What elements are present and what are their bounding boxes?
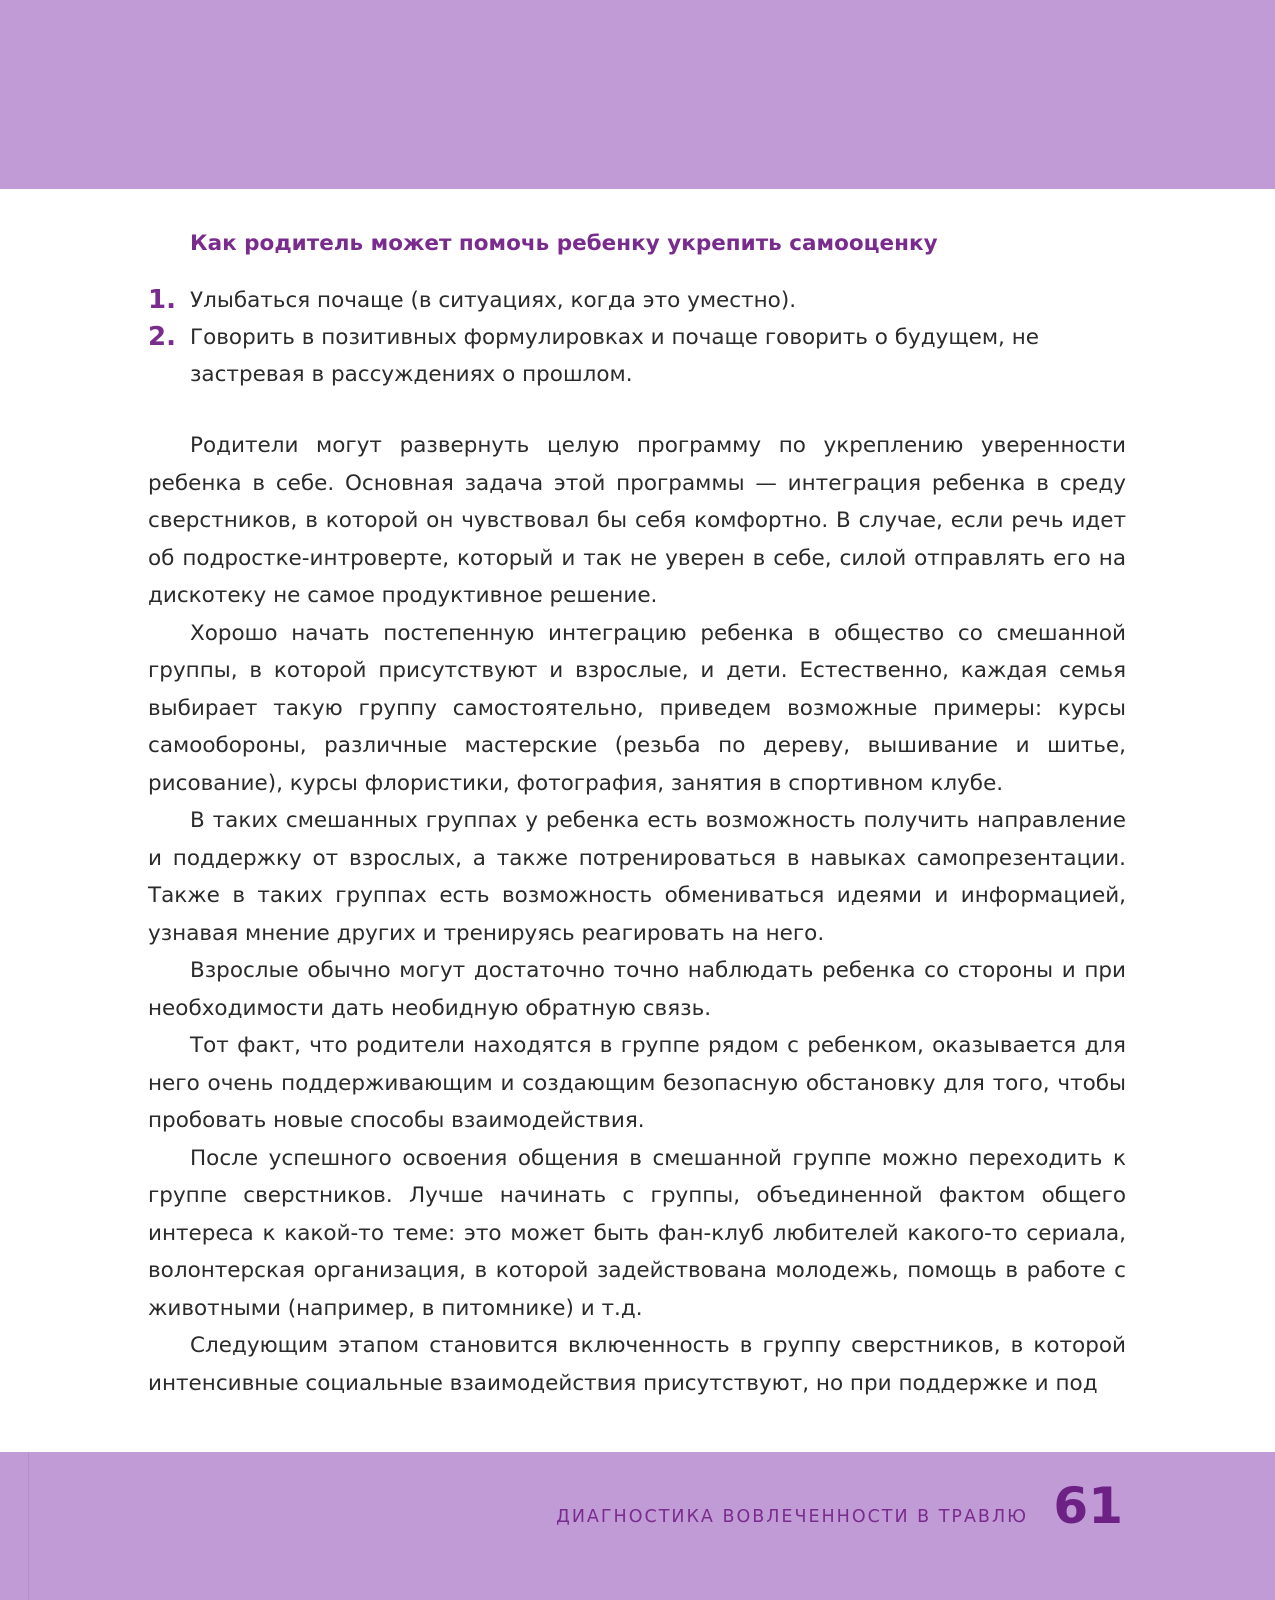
page-content [148, 220, 1126, 1402]
paragraph: После успешного освоения общения в смешанной группе можно переходить к группе сверстников. Лучше начинать с группы, объединенной фактом общего интереса к какой-то теме: это может быть фан-клуб любителей какого-то сериала, волонтерская организация, в которой задействована молодежь, помощь в работе с животными (например, в питомнике) и т.д. [148, 1145, 1126, 1321]
list-item [148, 319, 1126, 393]
paragraph: Тот факт, что родители находятся в группе рядом с ребенком, оказывается для него очень поддерживающим и создающим безопасную обстановку для того, чтобы пробовать новые способы взаимодействия. [148, 1033, 1126, 1133]
section-heading: Как родитель может помочь ребенку укрепить самооценку [190, 231, 938, 256]
running-footer-title: ДИАГНОСТИКА ВОВЛЕЧЕННОСТИ В ТРАВЛЮ [556, 1507, 1028, 1527]
page-number: 61 [1053, 1477, 1123, 1535]
paragraph: Хорошо начать постепенную интеграцию ребенка в общество со смешанной группы, в которой присутствуют и взрослые, и дети. Естественно, каждая семья выбирает такую группу самостоятельно, приведем возможные примеры: курсы самообороны, различные мастерские (резьба по дереву, вышивание и шитье, рисование), курсы флористики, фотография, занятия в спортивном клубе. [148, 620, 1126, 796]
list-item-text: Улыбаться почаще (в ситуациях, когда это уместно). [190, 288, 797, 313]
spine-divider [28, 1452, 29, 1600]
bottom-color-band [0, 1452, 1275, 1600]
list-item-number: 2. [148, 322, 176, 352]
paragraph: Следующим этапом становится включенность в группу сверстников, в которой интенсивные социальные взаимодействия присутствуют, но при поддержке и под [148, 1333, 1126, 1396]
top-color-band [0, 0, 1275, 189]
list-item-number: 1. [148, 285, 176, 315]
paragraph: Взрослые обычно могут достаточно точно наблюдать ребенка со стороны и при необходимости дать необидную обратную связь. [148, 958, 1126, 1021]
numbered-list [148, 282, 1126, 393]
list-item [148, 282, 1126, 319]
paragraph: В таких смешанных группах у ребенка есть возможность получить направление и поддержку от взрослых, а также потренироваться в навыках самопрезентации. Также в таких группах есть возможность обмениваться идеями и информацией, узнавая мнение других и тренируясь реагировать на него. [148, 808, 1126, 946]
paragraph: Родители могут развернуть целую программу по укреплению уверенности ребенка в себе. Основная задача этой программы — интеграция ребенка в среду сверстников, в которой он чувствовал бы себя комфортно. В случае, если речь идет об подростке-интроверте, который и так не уверен в себе, силой отправлять его на дискотеку не самое продуктивное решение. [148, 433, 1126, 608]
list-item-text: Говорить в позитивных формулировках и почаще говорить о будущем, не застревая в рассуждениях о прошлом. [190, 325, 1039, 387]
body-text [148, 427, 1126, 1402]
